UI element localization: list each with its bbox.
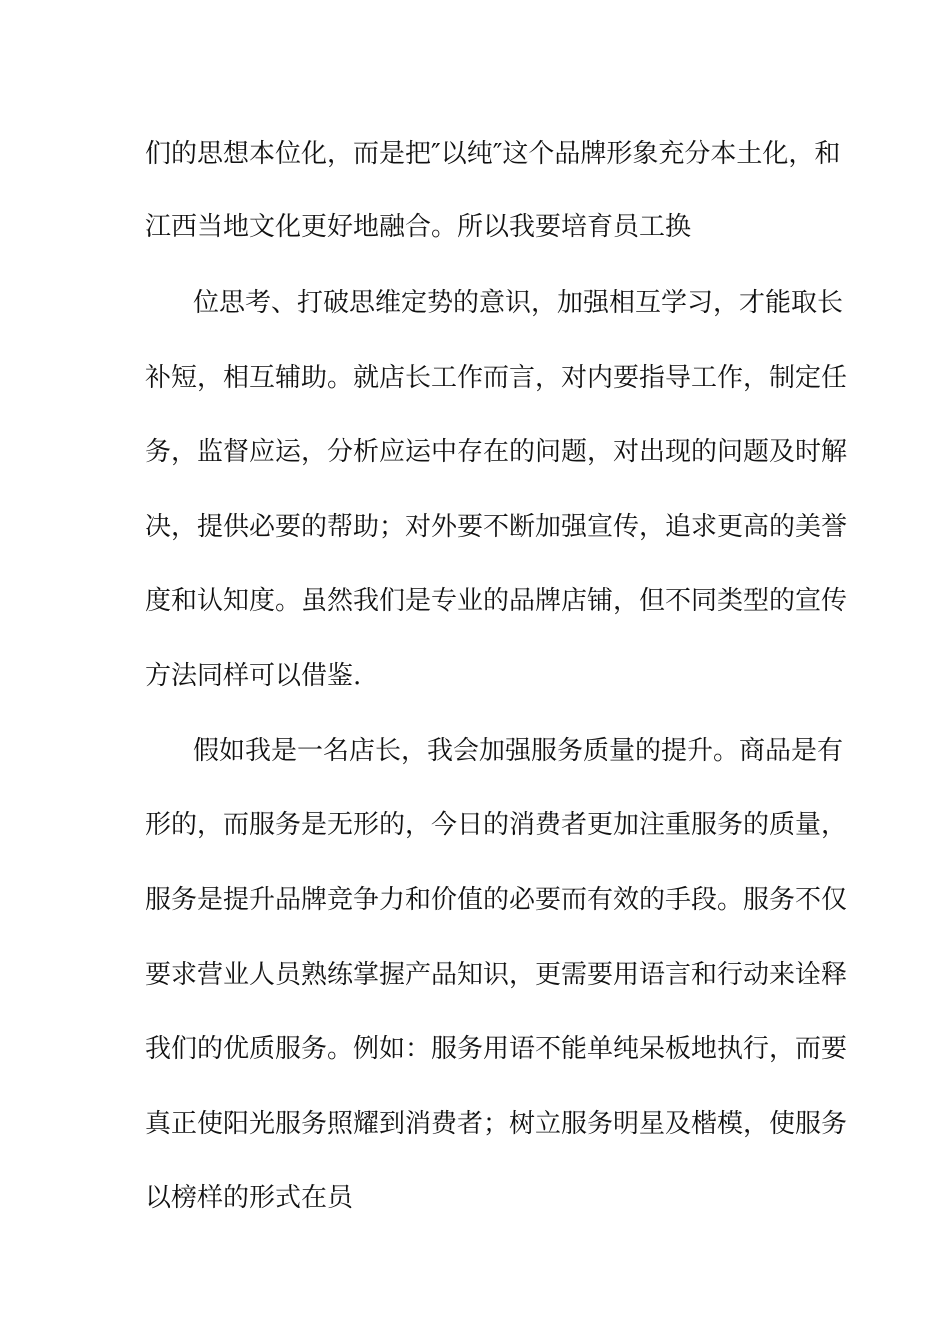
text-line: 决，提供必要的帮助；对外要不断加强宣传，追求更高的美誉 (145, 512, 848, 542)
text-line: 们的思想本位化，而是把″以纯″这个品牌形象充分本土化，和 (145, 139, 841, 169)
text-line: 我们的优质服务。例如：服务用语不能单纯呆板地执行，而要 (145, 1034, 848, 1064)
text-line: 度和认知度。虽然我们是专业的品牌店铺，但不同类型的宣传 (145, 586, 848, 616)
text-line: 务，监督应运，分析应运中存在的问题，对出现的问题及时解 (145, 437, 848, 467)
paragraph-start-line: 位思考、打破思维定势的意识，加强相互学习，才能取长 (193, 288, 844, 318)
text-line: 江西当地文化更好地融合。所以我要培育员工换 (145, 212, 692, 242)
text-line: 要求营业人员熟练掌握产品知识，更需要用语言和行动来诠释 (145, 960, 848, 990)
text-line: 以榜样的形式在员 (145, 1183, 354, 1213)
text-line: 服务是提升品牌竞争力和价值的必要而有效的手段。服务不仅 (145, 885, 848, 915)
text-line: 方法同样可以借鉴. (145, 661, 362, 691)
text-line: 补短，相互辅助。就店长工作而言，对内要指导工作，制定任 (145, 363, 848, 393)
text-line: 形的，而服务是无形的，今日的消费者更加注重服务的质量， (145, 810, 848, 840)
text-line: 真正使阳光服务照耀到消费者；树立服务明星及楷模，使服务 (145, 1109, 848, 1139)
paragraph-start-line: 假如我是一名店长，我会加强服务质量的提升。商品是有 (193, 736, 844, 766)
